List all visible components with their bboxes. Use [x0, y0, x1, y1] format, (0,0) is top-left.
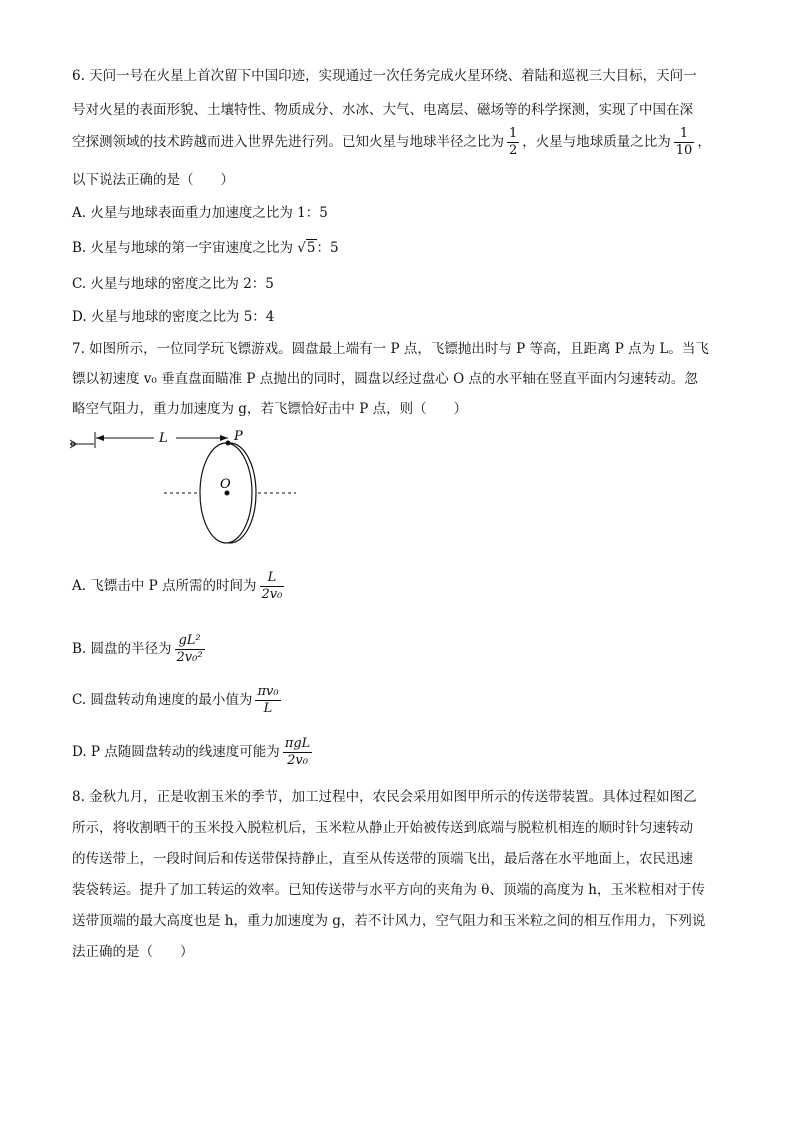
q6-stem-line-1: 6. 天问一号在火星上首次留下中国印迹，实现通过一次任务完成火星环绕、着陆和巡视三大目标，天问一	[72, 68, 697, 84]
dart-icon	[70, 440, 94, 448]
q8-stem-line-1: 8. 金秋九月，正是收割玉米的季节，加工过程中，农民会采用如图甲所示的传送带装置。具体过程如图乙	[72, 789, 697, 805]
q6-option-a: A. 火星与地球表面重力加速度之比为 1：5	[72, 205, 328, 221]
dart-disc-figure	[66, 426, 306, 550]
option-b-fraction: $\frac{\text{gL²}}{\text{2v₀²}}$	[176, 633, 203, 665]
q8-stem-line-3: 的传送带上，一段时间后和传送带保持静止，直至从传送带的顶端飞出，最后落在水平地面上，农民迅速	[72, 851, 693, 867]
q8-stem-line-2: 所示，将收割晒干的玉米投入脱粒机后，玉米粒从静止开始被传送到底端与脱粒机相连的顺时针匀速转动	[72, 820, 693, 836]
mass-ratio-fraction: $\frac{1}{10}$	[675, 126, 693, 158]
q7-stem-line-2: 镖以初速度 v₀ 垂直盘面瞄准 P 点抛出的同时，圆盘以经过盘心 O 点的水平轴在竖直平面内匀速转动。忽	[72, 371, 698, 387]
q8-stem-line-4: 装袋转运。提升了加工转运的效率。已知传送带与水平方向的夹角为 θ、顶端的高度为 h，玉米粒相对于传	[72, 882, 705, 898]
sqrt-symbol: √5	[297, 240, 316, 256]
point-p	[226, 441, 231, 446]
q7-option-a: A. 飞镖击中 P 点所需的时间为 $\frac{L}{\text{2v₀}}$	[72, 570, 283, 602]
q7-option-b: B. 圆盘的半径为 $\frac{\text{gL²}}{\text{2v₀²}}$	[72, 633, 203, 665]
label-l: L	[159, 431, 168, 446]
q7-stem-line-1: 7. 如图所示，一位同学玩飞镖游戏。圆盘最上端有一 P 点，飞镖抛出时与 P 等高，且距离 P 点为 L。当飞	[72, 341, 709, 357]
q6-option-c: C. 火星与地球的密度之比为 2：5	[72, 276, 274, 292]
q7-option-c: C. 圆盘转动角速度的最小值为 $\frac{\text{πv₀}}{L}$	[72, 684, 279, 716]
q6-stem-line-4: 以下说法正确的是（ ）	[72, 172, 234, 188]
radius-ratio-fraction: $\frac{1}{2}$	[509, 126, 518, 158]
label-p: P	[234, 429, 243, 444]
q8-stem-line-6: 法正确的是（ ）	[72, 944, 194, 960]
q6-option-b: B. 火星与地球的第一宇宙速度之比为 √5：5	[72, 240, 339, 256]
option-d-fraction: $\frac{\text{πgL}}{\text{2v₀}}$	[284, 736, 311, 768]
option-a-fraction: $\frac{L}{\text{2v₀}}$	[261, 570, 283, 602]
q6-stem-line-2: 号对火星的表面形貌、土壤特性、物质成分、水冰、大气、电离层、磁场等的科学探测，实现了中国在深	[72, 102, 693, 118]
label-o: O	[220, 477, 231, 492]
q7-stem-line-3: 略空气阻力，重力加速度为 g，若飞镖恰好击中 P 点，则（ ）	[72, 401, 468, 417]
q6-option-d: D. 火星与地球的密度之比为 5：4	[72, 309, 275, 325]
q8-stem-line-5: 送带顶端的最大高度也是 h，重力加速度为 g，若不计风力，空气阻力和玉米粒之间的相互作用力，下列说	[72, 913, 706, 929]
option-c-fraction: $\frac{\text{πv₀}}{L}$	[257, 684, 279, 716]
q7-option-d: D. P 点随圆盘转动的线速度可能为 $\frac{\text{πgL}}{\text{2v₀}}$	[72, 736, 311, 768]
q6-stem-line-3: 空探测领域的技术跨越而进入世界先进行列。已知火星与地球半径之比为 $\frac{1}{2}$ ，火星与地球质量之比为 $\frac{1}{10}$ ，	[72, 126, 711, 158]
